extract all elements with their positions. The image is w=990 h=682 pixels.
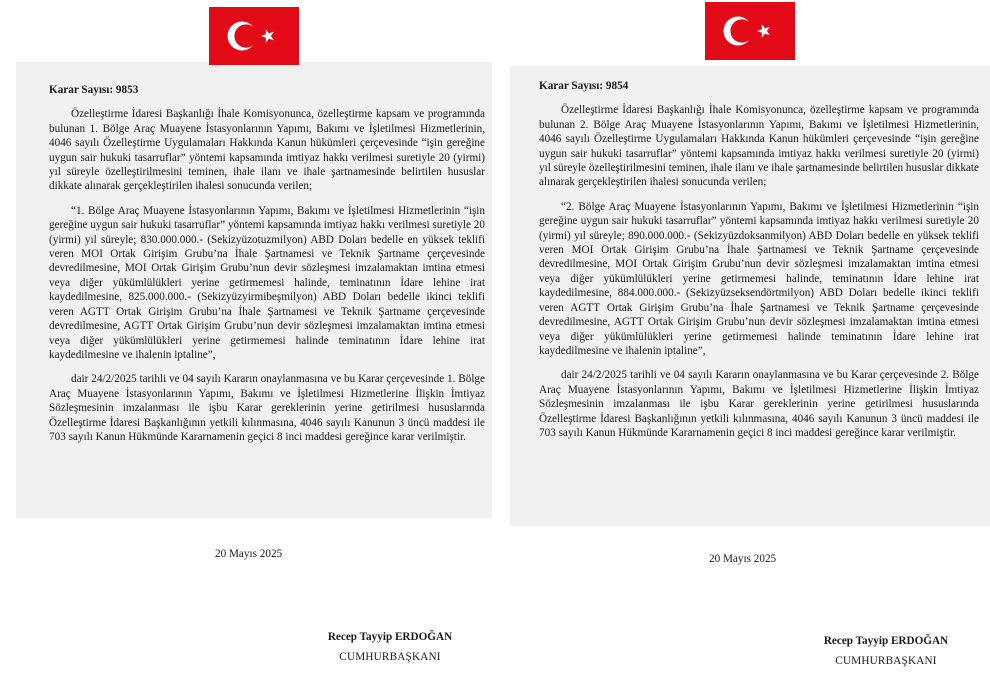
signatory-title: CUMHURBAŞKANI bbox=[339, 651, 441, 663]
decision-body bbox=[539, 79, 979, 440]
signature-block bbox=[796, 631, 976, 671]
turkish-flag-icon bbox=[705, 2, 795, 60]
decision-paragraph-quote: “1. Bölge Araç Muayene İstasyonlarının Yapımı, Bakımı ve İşletilmesi Hizmetlerinin “işin gereğine uygun sair hukuki tasarruflar” yöntemi kapsamında imtiyaz hakkı verilmesi suretiyle 20 (yirmi) yıl süreyle; 830.000.000.- (Sekizyüzotuzmilyon) ABD Doları bedelle en yüksek teklifi veren MOI Ortak Girişim Grubu’na İhale Şartnamesi ve Teknik Şartname çerçevesinde devredilmesine, MOI Ortak Girişim Grubu’nun devir sözleşmesi imzalamaktan imtina etmesi veya diğer yükümlülükleri yerine getirmemesi halinde, teminatının İdare lehine irat kaydedilmesine, 825.000.000.- (Sekizyüzyirmibeşmilyon) ABD Doları bedelle ikinci teklifi veren AGTT Ortak Girişim Grubu’na İhale Şartnamesi ve Teknik Şartname çerçevesinde devredilmesine, AGTT Ortak Girişim Grubu’nun devir sözleşmesi imzalamaktan imtina etmesi veya diğer yükümlülükleri yerine getirmemesi halinde teminatının İdare lehine irat kaydedilmesine ve ihalenin iptaline”, bbox=[49, 204, 485, 361]
decision-paragraph-intro: Özelleştirme İdaresi Başkanlığı İhale Komisyonunca, özelleştirme kapsam ve programında bulunan 2. Bölge Araç Muayene İstasyonlarının Yapımı, Bakımı ve İşletilmesi Hizmetlerinin, 4046 sayılı Özelleştirme Uygulamaları Hakkında Kanun hükümleri çerçevesinde “işin gereğine uygun sair hukuki tasarruflar” yöntemi kapsamında imtiyaz hakkı verilmesi suretiyle 20 (yirmi) yıl süreyle özelleştirilmesini teminen, ihale ilanı ve ihale şartnamesinde belirtilen hususlar dikkate alınarak gerçekleştirilen ihalesi sonucunda verilen; bbox=[539, 104, 979, 189]
decision-body bbox=[49, 83, 485, 444]
decision-paragraph-intro: Özelleştirme İdaresi Başkanlığı İhale Komisyonunca, özelleştirme kapsam ve programında bulunan 1. Bölge Araç Muayene İstasyonlarının Yapımı, Bakımı ve İşletilmesi Hizmetlerinin, 4046 sayılı Özelleştirme Uygulamaları Hakkında Kanun hükümleri çerçevesinde “işin gereğine uygun sair hukuki tasarruflar” yöntemi kapsamında imtiyaz hakkı verilmesi suretiyle 20 (yirmi) yıl süreyle özelleştirilmesini teminen, ihale ilanı ve ihale şartnamesinde belirtilen hususlar dikkate alınarak gerçekleştirilen ihalesi sonucunda verilen; bbox=[49, 108, 485, 193]
decision-paragraph-final: dair 24/2/2025 tarihli ve 04 sayılı Kararın onaylanmasına ve bu Karar çerçevesinde 1. Bölge Araç Muayene İstasyonlarının Yapımı, Bakımı ve İşletilmesi Hizmetlerine İlişkin İmtiyaz Sözleşmesinin imzalanması ile işbu Karar gereklerinin yerine getirilmesi hususlarında Özelleştirme İdaresi Başkanlığının yetkili kılınmasına, 4046 sayılı Kanunun 3 üncü maddesi ile 703 sayılı Kanun Hükmünde Kararnamenin geçici 8 inci maddesi gereğince karar verilmiştir. bbox=[49, 373, 485, 443]
decision-date: 20 Mayıs 2025 bbox=[215, 548, 283, 560]
turkish-flag-icon bbox=[209, 7, 299, 65]
decision-number: Karar Sayısı: 9854 bbox=[539, 80, 629, 92]
decision-page-9854 bbox=[496, 0, 990, 682]
signatory-name: Recep Tayyip ERDOĞAN bbox=[823, 635, 949, 647]
decision-number: Karar Sayısı: 9853 bbox=[49, 84, 139, 96]
signature-block bbox=[300, 627, 480, 667]
decision-date: 20 Mayıs 2025 bbox=[709, 553, 777, 565]
decision-paragraph-quote: “2. Bölge Araç Muayene İstasyonlarının Yapımı, Bakımı ve İşletilmesi Hizmetlerinin “işin gereğine uygun sair hukuki tasarruflar” yöntemi kapsamında imtiyaz hakkı verilmesi suretiyle 20 (yirmi) yıl süreyle; 890.000.000.- (Sekizyüzdoksanmilyon) ABD Doları bedelle en yüksek teklifi veren MOI Ortak Girişim Grubu’na İhale Şartnamesi ve Teknik Şartname çerçevesinde devredilmesine, MOI Ortak Girişim Grubu’nun devir sözleşmesi imzalamaktan imtina etmesi veya diğer yükümlülükleri yerine getirmemesi halinde, teminatının İdare lehine irat kaydedilmesine, 884.000.000.- (Sekizyüzseksendörtmilyon) ABD Doları bedelle ikinci teklifi veren AGTT Ortak Girişim Grubu’na İhale Şartnamesi ve Teknik Şartname çerçevesinde devredilmesine, AGTT Ortak Girişim Grubu’nun devir sözleşmesi imzalamaktan imtina etmesi veya diğer yükümlülükleri yerine getirmemesi halinde teminatının İdare lehine irat kaydedilmesine ve ihalenin iptaline”, bbox=[539, 200, 979, 357]
signatory-title: CUMHURBAŞKANI bbox=[835, 655, 937, 667]
decision-page-9853 bbox=[0, 0, 494, 682]
signatory-name: Recep Tayyip ERDOĞAN bbox=[327, 631, 453, 643]
decision-paragraph-final: dair 24/2/2025 tarihli ve 04 sayılı Kararın onaylanmasına ve bu Karar çerçevesinde 2. Bölge Araç Muayene İstasyonlarının Yapımı, Bakımı ve İşletilmesi Hizmetlerine İlişkin İmtiyaz Sözleşmesinin imzalanması ile işbu Karar gereklerinin yerine getirilmesi hususlarında Özelleştirme İdaresi Başkanlığının yetkili kılınmasına, 4046 sayılı Kanunun 3 üncü maddesi ile 703 sayılı Kanun Hükmünde Kararnamenin geçici 8 inci maddesi gereğince karar verilmiştir. bbox=[539, 369, 979, 439]
